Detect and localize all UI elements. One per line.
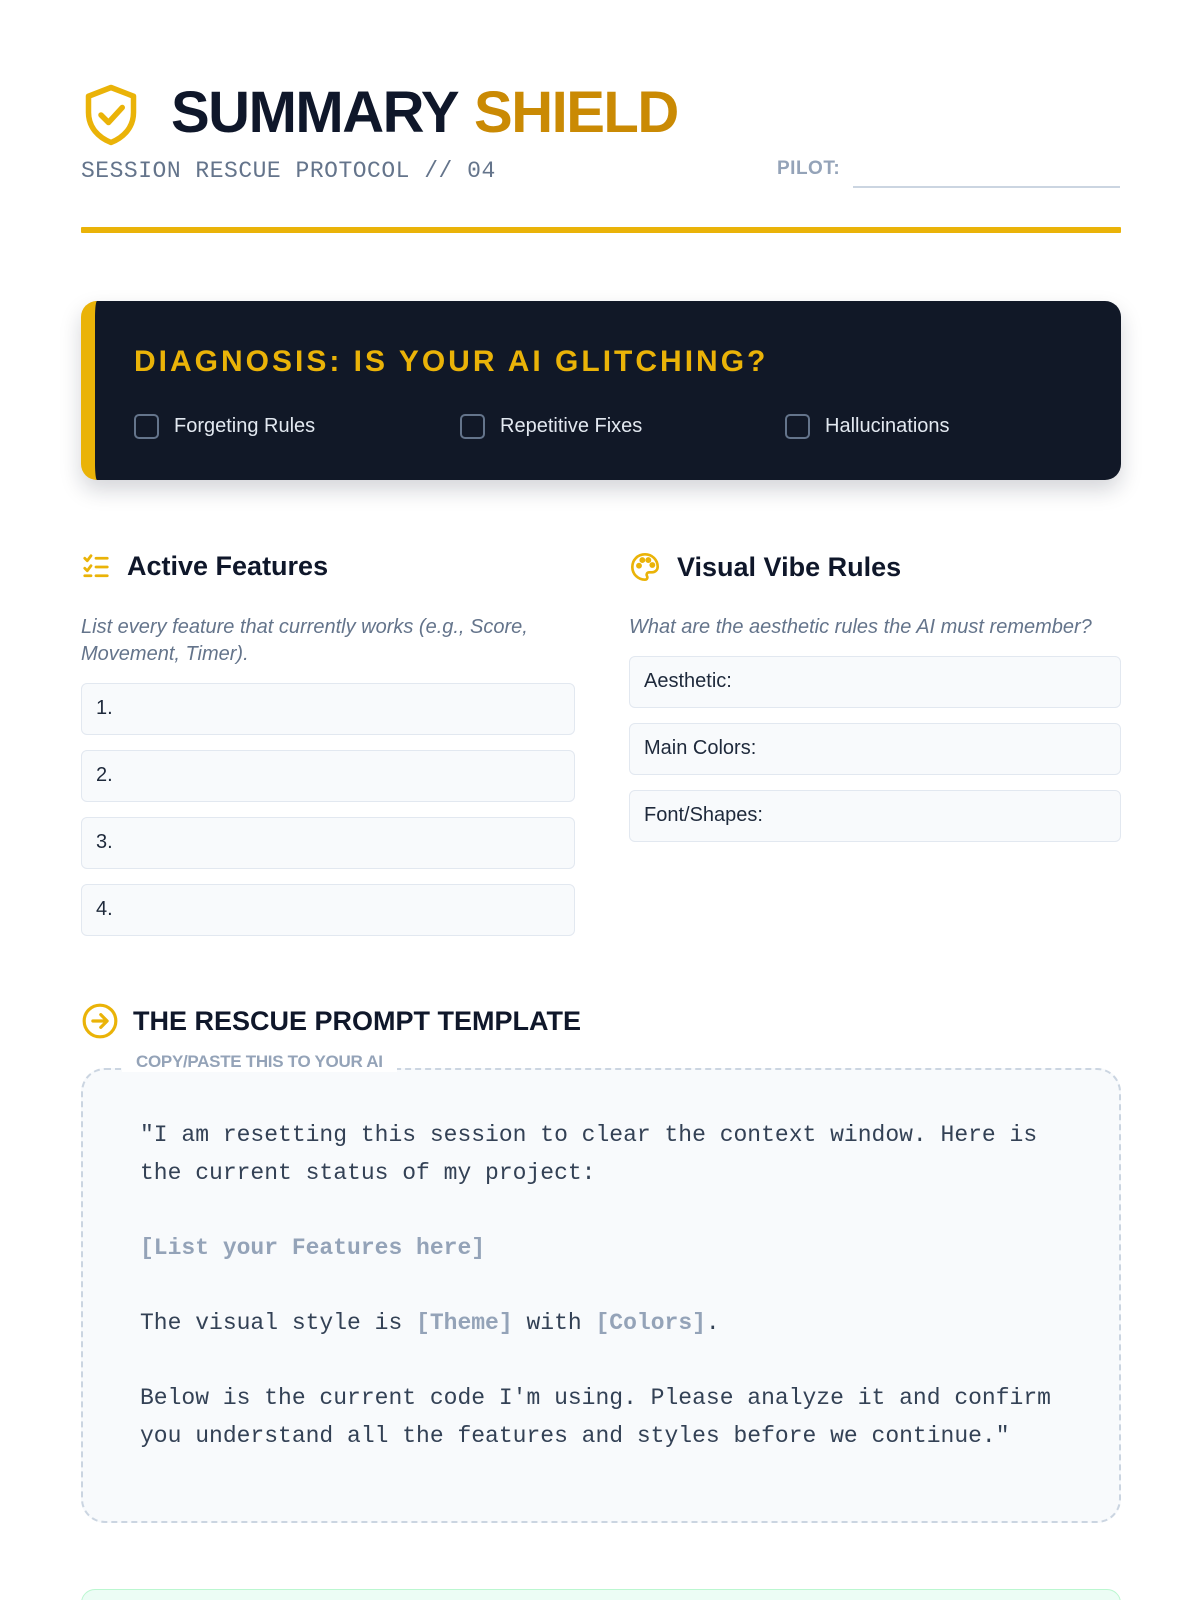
option-label: Hallucinations bbox=[825, 415, 950, 437]
feature-field-4[interactable]: 4. bbox=[81, 884, 575, 936]
feature-field-1[interactable]: 1. bbox=[81, 683, 575, 735]
colors-placeholder: [Colors] bbox=[595, 1310, 706, 1336]
title-accent: SHIELD bbox=[474, 80, 678, 145]
page-title bbox=[171, 78, 678, 148]
prompt-text bbox=[140, 1116, 1090, 1492]
diagnosis-option-hallucinations[interactable] bbox=[785, 414, 950, 439]
features-placeholder: [List your Features here] bbox=[140, 1235, 486, 1261]
next-section-box bbox=[81, 1589, 1121, 1600]
palette-icon bbox=[629, 551, 661, 583]
style-mid: with bbox=[512, 1310, 596, 1336]
title-main: SUMMARY bbox=[171, 80, 459, 145]
rescue-heading bbox=[81, 1002, 581, 1040]
diagnosis-option-repetitive-fixes[interactable] bbox=[460, 414, 642, 439]
features-hint: List every feature that currently works (e.g., Score, Movement, Timer). bbox=[81, 616, 528, 665]
shield-check-icon bbox=[81, 82, 141, 148]
style-prefix: The visual style is bbox=[140, 1310, 417, 1336]
prompt-intro: "I am resetting this session to clear the context window. Here is the current status of my project: bbox=[140, 1122, 1038, 1186]
checkbox[interactable] bbox=[134, 414, 159, 439]
checklist-icon bbox=[81, 552, 111, 582]
section-title: THE RESCUE PROMPT TEMPLATE bbox=[133, 1005, 582, 1036]
title-row bbox=[81, 78, 1121, 148]
pilot-label: PILOT: bbox=[777, 158, 841, 179]
subtitle-row bbox=[81, 150, 1121, 190]
main-colors-field[interactable]: Main Colors: bbox=[629, 723, 1121, 775]
arrow-circle-right-icon bbox=[81, 1002, 119, 1040]
visual-vibe-heading bbox=[629, 551, 901, 583]
section-title: Visual Vibe Rules bbox=[677, 551, 902, 582]
section-title: Active Features bbox=[127, 551, 329, 581]
vibe-hint: What are the aesthetic rules the AI must remember? bbox=[629, 616, 1092, 638]
prompt-style-line bbox=[140, 1304, 1090, 1342]
prompt-closing: Below is the current code I'm using. Please analyze it and confirm you understand all the features and styles before we continue." bbox=[140, 1385, 1051, 1449]
checkbox[interactable] bbox=[460, 414, 485, 439]
checkbox[interactable] bbox=[785, 414, 810, 439]
option-label: Forgeting Rules bbox=[174, 415, 316, 437]
feature-field-3[interactable]: 3. bbox=[81, 817, 575, 869]
copy-paste-label: COPY/PASTE THIS TO YOUR AI bbox=[122, 1052, 397, 1072]
header-divider bbox=[81, 227, 1121, 233]
active-features-heading bbox=[81, 551, 328, 582]
pilot-input-line[interactable] bbox=[853, 186, 1120, 188]
feature-field-2[interactable]: 2. bbox=[81, 750, 575, 802]
protocol-subtitle: SESSION RESCUE PROTOCOL // 04 bbox=[81, 158, 496, 184]
theme-placeholder: [Theme] bbox=[416, 1310, 513, 1336]
aesthetic-field[interactable]: Aesthetic: bbox=[629, 656, 1121, 708]
diagnosis-title: DIAGNOSIS: IS YOUR AI GLITCHING? bbox=[134, 345, 769, 378]
diagnosis-panel bbox=[81, 301, 1121, 480]
style-suffix: . bbox=[705, 1310, 720, 1336]
prompt-template-box[interactable] bbox=[81, 1068, 1121, 1523]
diagnosis-option-forgeting-rules[interactable] bbox=[134, 414, 315, 439]
option-label: Repetitive Fixes bbox=[500, 415, 643, 437]
font-shapes-field[interactable]: Font/Shapes: bbox=[629, 790, 1121, 842]
page-header bbox=[81, 78, 1121, 190]
